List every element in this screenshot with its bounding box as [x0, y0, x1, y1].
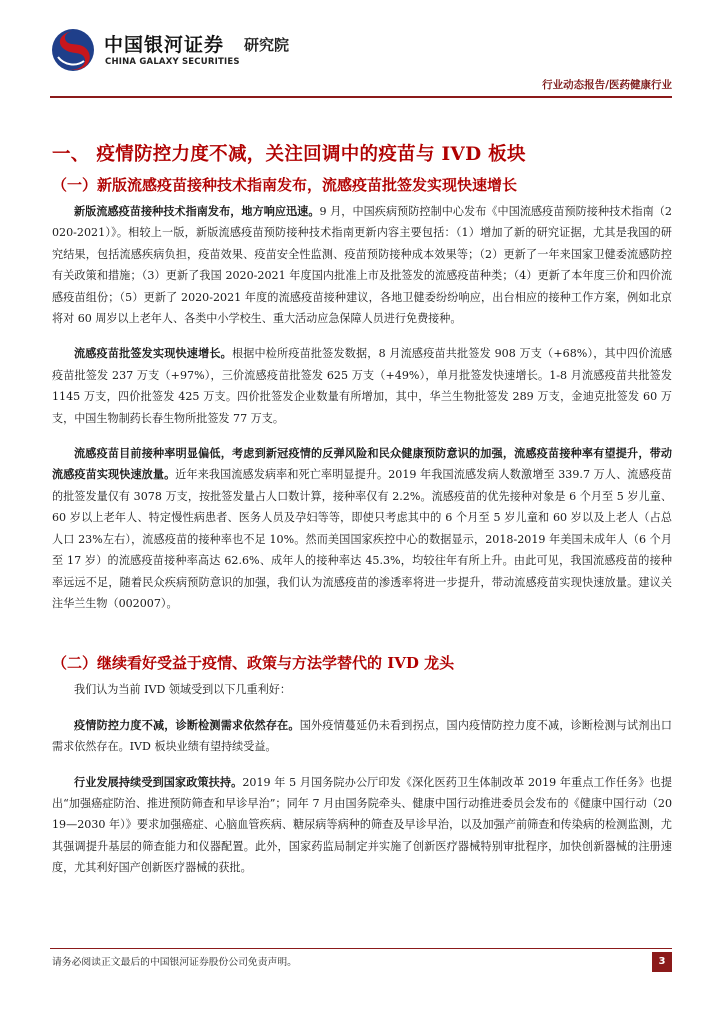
- section-heading: 一、 疫情防控力度不减，关注回调中的疫苗与 IVD 板块: [52, 144, 526, 165]
- paragraph: [52, 343, 672, 429]
- footer-divider: [50, 948, 672, 949]
- company-name-en: CHINA GALAXY SECURITIES: [105, 57, 240, 67]
- paragraph: [52, 679, 672, 700]
- header-divider: [50, 96, 672, 98]
- report-body: [52, 140, 672, 879]
- paragraph: [52, 715, 672, 758]
- paragraph: [52, 201, 672, 329]
- paragraph-lead: 新版流感疫苗接种技术指南发布，地方响应迅速。: [74, 205, 320, 218]
- paragraph: [52, 772, 672, 879]
- paragraph-text: 根据中检所疫苗批签发数据，8 月流感疫苗共批签发 908 万支（+68%），其中四价流感疫苗批签发 237 万支（+97%），三价流感疫苗批签发 625 万支（+49%），单月批签发快速增长。1-8 月流感疫苗共批签发 1145 万支，四价批签发 425 万支。四价批签发企业数量有所增加，其中，华兰生物批签发 289 万支，金迪克批签发 60 万支，中国生物制药长春生物所批签发 77 万支。: [52, 347, 672, 425]
- paragraph-text: 9 月，中国疾病预防控制中心发布《中国流感疫苗预防接种技术指南（2020-2021）》。相较上一版，新版流感疫苗预防接种技术指南更新内容主要包括：（1）增加了新的研究证据，尤其是我国的研究结果，包括流感疾病负担，疫苗效果、疫苗安全性监测、疫苗预防接种成本效果等；（2）更新了一年来国家卫健委流感防控有关政策和措施；（3）更新了我国 2020-2021 年度国内批准上市及批签发的流感疫苗种类；（4）更新了本年度三价和四价流感疫苗组份；（5）更新了 2020-2021 年度的流感疫苗接种建议，各地卫健委纷纷响应，出台相应的接种工作方案，例如北京将对 60 周岁以上老年人、各类中小学校生、重大活动应急保障人员进行免费接种。: [52, 205, 672, 326]
- paragraph-text: 国外疫情蔓延仍未看到拐点，国内疫情防控力度不减，诊断检测与试剂出口需求依然存在。IVD 板块业绩有望持续受益。: [52, 718, 672, 754]
- paragraph-text: 我们认为当前 IVD 领域受到以下几重利好：: [74, 683, 291, 697]
- report-type-label: 行业动态报告/医药健康行业: [542, 79, 672, 91]
- subsection-heading-1: （一）新版流感疫苗接种技术指南发布，流感疫苗批签发实现快速增长: [52, 176, 518, 194]
- paragraph-lead: 疫情防控力度不减，诊断检测需求依然存在。: [74, 718, 300, 732]
- paragraph-text: 2019 年 5 月国务院办公厅印发《深化医药卫生体制改革 2019 年重点工作任务》也提出“加强癌症防治、推进预防筛查和早诊早治”；同年 7 月由国务院牵头、健康中国行动推进委员会发布的《健康中国行动（2019—2030 年）》要求加强癌症、心脑血管疾病、糖尿病等病种的筛查及早诊早治，以及加强产前筛查和传染病的检测监测，尤其强调提升基层的筛查能力和仪器配置。此外，国家药监局制定并实施了创新医疗器械特别审批程序，加快创新器械的注册速度，尤其利好国产创新医疗器械的获批。: [52, 775, 672, 875]
- disclaimer-note: 请务必阅读正文最后的中国银河证券股份公司免责声明。: [52, 957, 297, 968]
- paragraph-text: 近年来我国流感发病率和死亡率明显提升。2019 年我国流感发病人数激增至 339.7 万人、流感疫苗的批签发量仅有 3078 万支，按批签发量占人口数计算，接种率仅有 2.2%。流感疫苗的优先接种对象是 6 个月至 5 岁儿童、60 岁以上老年人、特定慢性病患者、医务人员及孕妇等等，即使只考虑其中的 6 个月至 5 岁儿童和 60 岁以及上老人（占总人口 23%左右），流感疫苗的接种率也不足 10%。然而美国国家疾控中心的数据显示，2018-2019 年美国未成年人（6 个月至 17 岁）的流感疫苗接种率高达 62.6%、成年人的接种率达 45.3%，均较往年有所上升。由此可见，我国流感疫苗的接种率远远不足，随着民众疾病预防意识的加强，我们认为流感疫苗的渗透率将进一步提升，带动流感疫苗实现快速放量。建议关注华兰生物（002007）。: [52, 468, 672, 610]
- page-number: 3: [652, 952, 672, 972]
- institute-name: 研究院: [244, 36, 290, 54]
- paragraph-lead: 行业发展持续受到国家政策扶持。: [74, 775, 243, 789]
- galaxy-logo-icon: [50, 27, 96, 73]
- subsection-heading-2: （二）继续看好受益于疫情、政策与方法学替代的 IVD 龙头: [52, 654, 455, 673]
- paragraph-lead: 流感疫苗批签发实现快速增长。: [74, 347, 232, 361]
- page-header: [0, 0, 724, 100]
- paragraph-lead: 流感疫苗目前接种率明显偏低，考虑到新冠疫情的反弹风险和民众健康预防意识的加强，流感疫苗接种率有望提升，带动流感疫苗实现快速放量。: [52, 447, 672, 482]
- paragraph: [52, 443, 672, 614]
- company-name-cn: 中国银河证券: [104, 34, 225, 56]
